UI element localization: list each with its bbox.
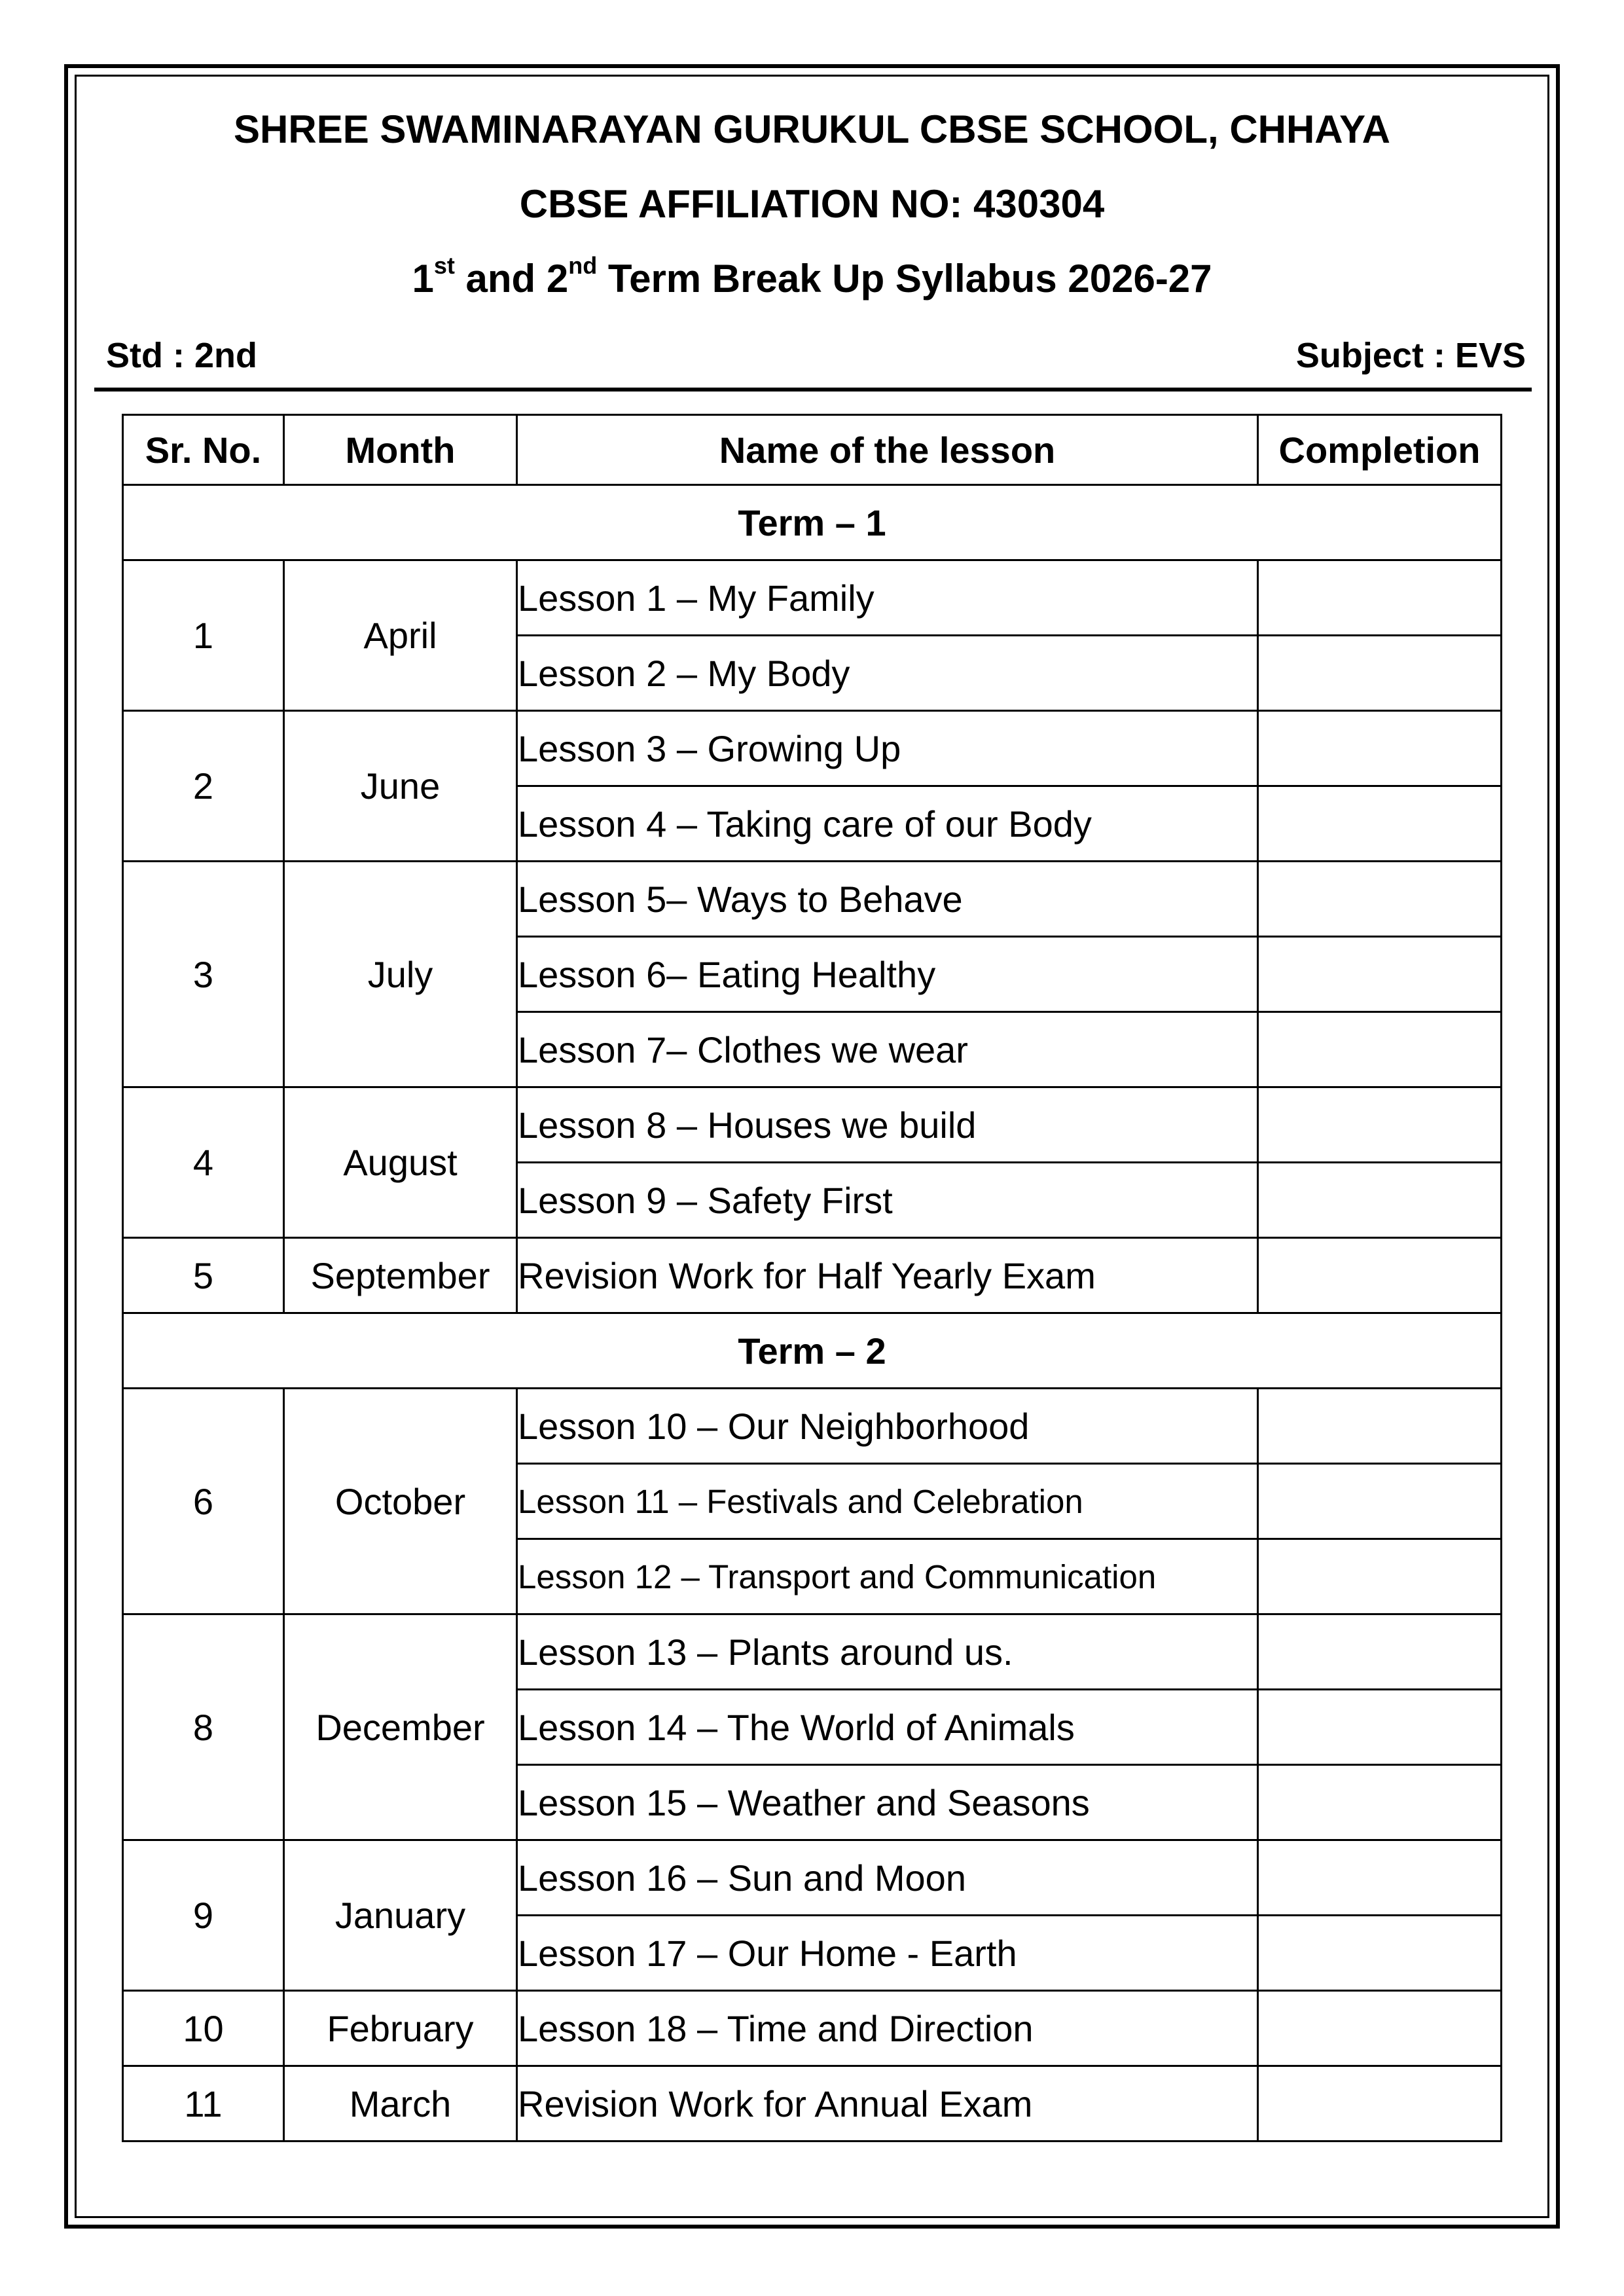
column-header: Completion: [1258, 415, 1502, 485]
lesson-name: Lesson 11 – Festivals and Celebration: [517, 1464, 1258, 1539]
table-row: [123, 1389, 1502, 1464]
lesson-name: Revision Work for Annual Exam: [517, 2066, 1258, 2141]
syllabus-table: [122, 414, 1502, 2142]
lesson-name: Lesson 9 – Safety First: [517, 1163, 1258, 1238]
completion-cell[interactable]: [1258, 862, 1502, 937]
serial-number: 11: [123, 2066, 284, 2141]
lesson-name: Lesson 10 – Our Neighborhood: [517, 1389, 1258, 1464]
serial-number: 6: [123, 1389, 284, 1614]
month-cell: January: [284, 1840, 517, 1991]
serial-number: 4: [123, 1087, 284, 1238]
completion-cell[interactable]: [1258, 786, 1502, 862]
month-cell: February: [284, 1991, 517, 2066]
month-cell: August: [284, 1087, 517, 1238]
column-header: Month: [284, 415, 517, 485]
completion-cell[interactable]: [1258, 937, 1502, 1012]
month-cell: October: [284, 1389, 517, 1614]
column-header: Sr. No.: [123, 415, 284, 485]
lesson-name: Lesson 12 – Transport and Communication: [517, 1539, 1258, 1614]
table-row: [123, 1614, 1502, 1690]
school-name: SHREE SWAMINARAYAN GURUKUL CBSE SCHOOL, CHHAYA: [234, 107, 1390, 151]
lesson-name: Lesson 3 – Growing Up: [517, 711, 1258, 786]
month-cell: March: [284, 2066, 517, 2141]
serial-number: 10: [123, 1991, 284, 2066]
completion-cell[interactable]: [1258, 1464, 1502, 1539]
standard-label: Std : 2nd: [106, 336, 257, 375]
table-row: [123, 711, 1502, 786]
subject-label: Subject : EVS: [1295, 336, 1526, 375]
completion-cell[interactable]: [1258, 1389, 1502, 1464]
completion-cell[interactable]: [1258, 560, 1502, 636]
month-cell: July: [284, 862, 517, 1087]
completion-cell[interactable]: [1258, 1087, 1502, 1163]
completion-cell[interactable]: [1258, 1238, 1502, 1313]
syllabus-title: 1st and 2nd Term Break Up Syllabus 2026-27: [412, 252, 1212, 301]
completion-cell[interactable]: [1258, 711, 1502, 786]
completion-cell[interactable]: [1258, 1614, 1502, 1690]
lesson-name: Lesson 15 – Weather and Seasons: [517, 1765, 1258, 1840]
term-row: [123, 1313, 1502, 1389]
column-header: Name of the lesson: [517, 415, 1258, 485]
affiliation-number: CBSE AFFILIATION NO: 430304: [519, 182, 1105, 226]
month-cell: April: [284, 560, 517, 711]
table-row: [123, 2066, 1502, 2141]
header-divider: [94, 388, 1532, 392]
month-cell: December: [284, 1614, 517, 1840]
term-heading: Term – 2: [123, 1313, 1502, 1389]
completion-cell[interactable]: [1258, 1539, 1502, 1614]
lesson-name: Lesson 13 – Plants around us.: [517, 1614, 1258, 1690]
table-row: [123, 560, 1502, 636]
lesson-name: Lesson 2 – My Body: [517, 636, 1258, 711]
lesson-name: Lesson 1 – My Family: [517, 560, 1258, 636]
lesson-name: Revision Work for Half Yearly Exam: [517, 1238, 1258, 1313]
lesson-name: Lesson 5– Ways to Behave: [517, 862, 1258, 937]
term-row: [123, 485, 1502, 560]
table-header-row: [123, 415, 1502, 485]
term-heading: Term – 1: [123, 485, 1502, 560]
completion-cell[interactable]: [1258, 1991, 1502, 2066]
lesson-name: Lesson 6– Eating Healthy: [517, 937, 1258, 1012]
serial-number: 9: [123, 1840, 284, 1991]
table-row: [123, 1840, 1502, 1916]
month-cell: September: [284, 1238, 517, 1313]
completion-cell[interactable]: [1258, 1765, 1502, 1840]
completion-cell[interactable]: [1258, 1916, 1502, 1991]
serial-number: 1: [123, 560, 284, 711]
table-row: [123, 1991, 1502, 2066]
lesson-name: Lesson 18 – Time and Direction: [517, 1991, 1258, 2066]
lesson-name: Lesson 16 – Sun and Moon: [517, 1840, 1258, 1916]
completion-cell[interactable]: [1258, 1012, 1502, 1087]
completion-cell[interactable]: [1258, 2066, 1502, 2141]
lesson-name: Lesson 17 – Our Home - Earth: [517, 1916, 1258, 1991]
syllabus-table-body: [123, 485, 1502, 2141]
serial-number: 5: [123, 1238, 284, 1313]
serial-number: 8: [123, 1614, 284, 1840]
lesson-name: Lesson 7– Clothes we wear: [517, 1012, 1258, 1087]
serial-number: 2: [123, 711, 284, 862]
lesson-name: Lesson 4 – Taking care of our Body: [517, 786, 1258, 862]
lesson-name: Lesson 14 – The World of Animals: [517, 1690, 1258, 1765]
completion-cell[interactable]: [1258, 1840, 1502, 1916]
table-row: [123, 1087, 1502, 1163]
month-cell: June: [284, 711, 517, 862]
serial-number: 3: [123, 862, 284, 1087]
lesson-name: Lesson 8 – Houses we build: [517, 1087, 1258, 1163]
completion-cell[interactable]: [1258, 1690, 1502, 1765]
completion-cell[interactable]: [1258, 1163, 1502, 1238]
table-row: [123, 1238, 1502, 1313]
completion-cell[interactable]: [1258, 636, 1502, 711]
table-row: [123, 862, 1502, 937]
